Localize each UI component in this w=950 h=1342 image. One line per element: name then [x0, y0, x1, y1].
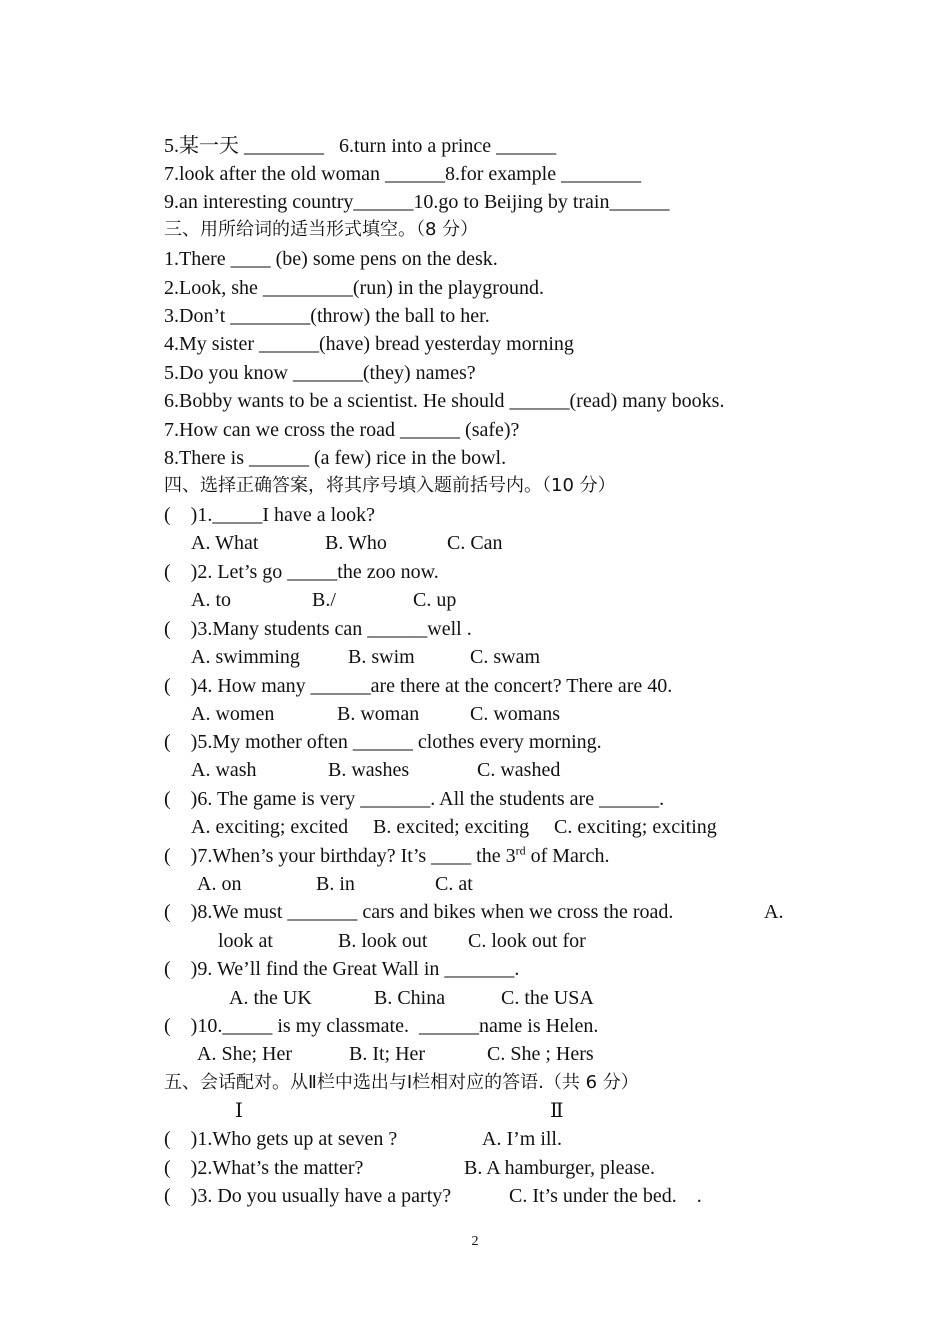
fill-item-1: 1.There ____ (be) some pens on the desk. [164, 248, 498, 270]
fill-item-5: 5.Do you know _______(they) names? [164, 362, 476, 384]
q7-option-c: C. at [435, 873, 473, 895]
q6-option-b: B. excited; exciting [373, 816, 530, 838]
choice-question-2: ( )2. Let’s go _____the zoo now. [164, 561, 439, 583]
match-answer-c: C. It’s under the bed. . [509, 1185, 702, 1207]
q8-option-a-label: A. [764, 901, 784, 923]
phrase-line-7-8: 7.look after the old woman ______8.for example ________ [164, 163, 642, 185]
q10-option-c: C. She ; Hers [487, 1043, 594, 1065]
choice-question-6: ( )6. The game is very _______. All the students are ______. [164, 788, 665, 810]
fill-item-2: 2.Look, she _________(run) in the playground. [164, 277, 544, 299]
match-question-2: ( )2.What’s the matter? [164, 1157, 364, 1179]
q1-option-b: B. Who [325, 532, 387, 554]
q7-option-a: A. on [197, 873, 242, 895]
section-4-heading: 四、选择正确答案，将其序号填入题前括号内。（10 分） [164, 475, 616, 496]
match-answer-a: A. I’m ill. [482, 1128, 562, 1150]
match-question-1: ( )1.Who gets up at seven ? [164, 1128, 398, 1150]
q5-option-c: C. washed [477, 759, 561, 781]
match-answer-b: B. A hamburger, please. [464, 1157, 656, 1179]
q7-text: ( )7.When’s your birthday? It’s ____ the 3 [164, 845, 516, 867]
q3-option-a: A. swimming [191, 646, 300, 668]
q10-option-a: A. She; Her [197, 1043, 292, 1065]
q3-option-b: B. swim [348, 646, 415, 668]
fill-item-6: 6.Bobby wants to be a scientist. He should ______(read) many books. [164, 390, 725, 412]
q9-option-c: C. the USA [501, 987, 594, 1009]
q8-option-c: C. look out for [468, 930, 586, 952]
q2-option-a: A. to [191, 589, 231, 611]
q4-option-a: A. women [191, 703, 275, 725]
choice-question-8: ( )8.We must _______ cars and bikes when we cross the road. [164, 901, 674, 923]
choice-question-10: ( )10._____ is my classmate. ______name is Helen. [164, 1015, 599, 1037]
q7-ordinal-suffix: rd [515, 843, 526, 858]
match-question-3: ( )3. Do you usually have a party? [164, 1185, 452, 1207]
page-number: 2 [471, 1234, 479, 1249]
q1-option-a: A. What [191, 532, 259, 554]
q8-option-b: B. look out [338, 930, 428, 952]
q1-option-c: C. Can [447, 532, 503, 554]
section-5-heading: 五、会话配对。从Ⅱ栏中选出与Ⅰ栏相对应的答语.（共 6 分） [164, 1072, 639, 1093]
fill-item-3: 3.Don’t ________(throw) the ball to her. [164, 305, 490, 327]
q2-option-b: B./ [312, 589, 336, 611]
q4-option-c: C. womans [470, 703, 560, 725]
q9-option-b: B. China [374, 987, 446, 1009]
q6-option-c: C. exciting; exciting [554, 816, 717, 838]
q5-option-b: B. washes [328, 759, 410, 781]
choice-question-3: ( )3.Many students can ______well . [164, 618, 472, 640]
q7-option-b: B. in [316, 873, 355, 895]
q4-option-b: B. woman [337, 703, 420, 725]
section-3-heading: 三、用所给词的适当形式填空。（8 分） [164, 219, 479, 240]
q5-option-a: A. wash [191, 759, 257, 781]
choice-question-4: ( )4. How many ______are there at the concert? There are 40. [164, 675, 673, 697]
fill-item-4: 4.My sister ______(have) bread yesterday morning [164, 333, 574, 355]
q10-option-b: B. It; Her [349, 1043, 426, 1065]
column-1-label: Ⅰ [235, 1100, 243, 1122]
fill-item-8: 8.There is ______ (a few) rice in the bowl. [164, 447, 507, 469]
q9-option-a: A. the UK [229, 987, 312, 1009]
q7-text-end: of March. [525, 845, 610, 867]
choice-question-1: ( )1._____I have a look? [164, 504, 376, 526]
q3-option-c: C. swam [470, 646, 540, 668]
column-2-label: Ⅱ [550, 1100, 564, 1122]
choice-question-5: ( )5.My mother often ______ clothes every morning. [164, 731, 602, 753]
q2-option-c: C. up [413, 589, 457, 611]
fill-item-7: 7.How can we cross the road ______ (safe)? [164, 419, 520, 441]
q6-option-a: A. exciting; excited [191, 816, 349, 838]
q8-option-a: look at [218, 930, 273, 952]
phrase-line-9-10: 9.an interesting country______10.go to Beijing by train______ [164, 191, 670, 213]
choice-question-7 [164, 843, 609, 869]
phrase-line-5-6: 5.某一天 ________ 6.turn into a prince ______ [164, 135, 557, 157]
choice-question-9: ( )9. We’ll find the Great Wall in _______. [164, 958, 520, 980]
